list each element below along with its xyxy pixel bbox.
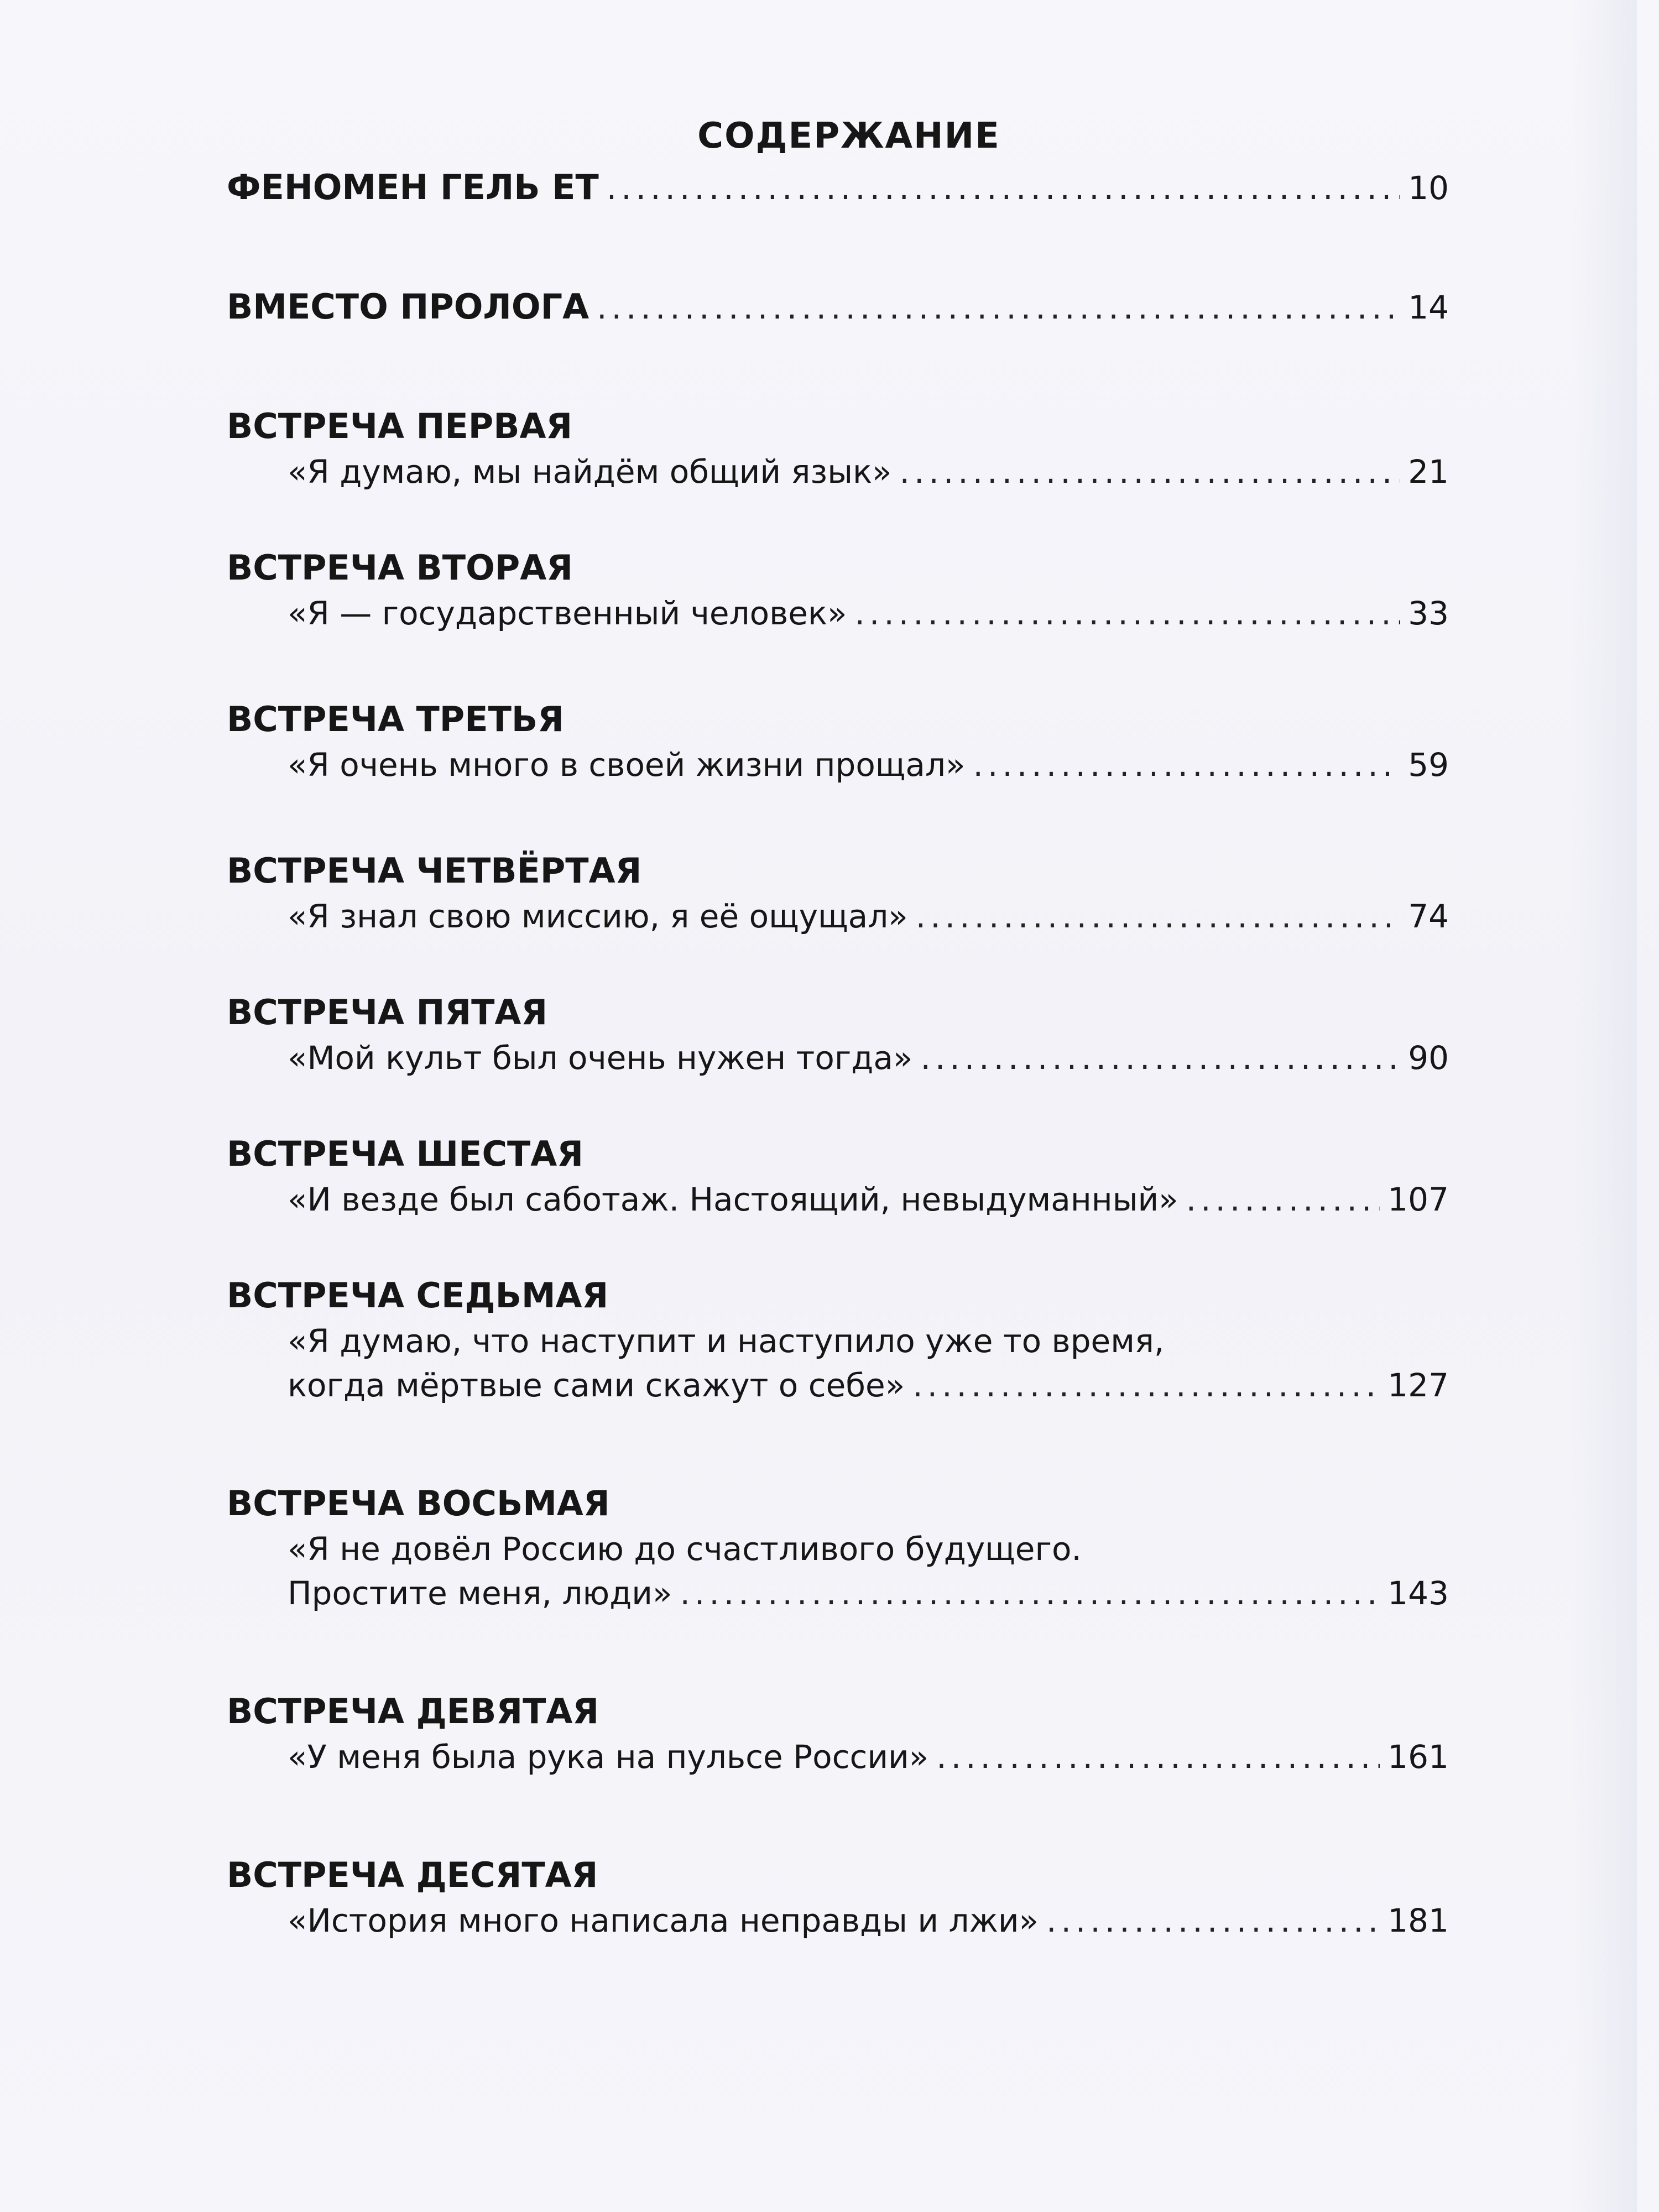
toc-subtitle-line: «Я — государственный человек» — [288, 594, 847, 632]
toc-heading: ВСТРЕЧА ВТОРАЯ — [227, 547, 573, 588]
toc-entry — [227, 989, 1449, 1080]
dot-leader — [973, 743, 1401, 787]
toc-heading: ВСТРЕЧА ДЕВЯТАЯ — [227, 1691, 599, 1731]
toc-heading: ФЕНОМЕН ГЕЛЬ ЕТ — [227, 167, 599, 207]
toc-heading-row — [227, 284, 1449, 330]
page-number: 33 — [1408, 594, 1449, 632]
toc-subtitle-line: «Мой культ был очень нужен тогда» — [288, 1039, 913, 1077]
toc-entry — [227, 1852, 1449, 1943]
toc-subtitle — [227, 743, 1449, 787]
page-number: 90 — [1408, 1039, 1449, 1077]
toc-entry — [227, 284, 1449, 330]
toc-subtitle — [227, 1735, 1449, 1779]
toc-subtitle-line: «История много написала неправды и лжи» — [288, 1902, 1039, 1939]
toc-entry — [227, 1131, 1449, 1222]
toc-heading: ВСТРЕЧА ВОСЬМАЯ — [227, 1483, 610, 1524]
toc-subtitle — [227, 1177, 1449, 1222]
toc-subtitle — [227, 894, 1449, 938]
toc-subtitle-line: «И везде был саботаж. Настоящий, невыдуманный» — [288, 1181, 1178, 1218]
page-number: 10 — [1408, 169, 1449, 207]
page-number: 59 — [1408, 746, 1449, 784]
toc-heading: ВСТРЕЧА ДЕСЯТАЯ — [227, 1855, 598, 1895]
toc-subtitle-line: когда мёртвые сами скажут о себе» — [288, 1366, 905, 1404]
toc-subtitle — [227, 1898, 1449, 1943]
toc-subtitle-line: «Я думаю, мы найдём общий язык» — [288, 453, 892, 491]
toc-heading: ВСТРЕЧА ЧЕТВЁРТАЯ — [227, 851, 642, 891]
toc-heading: ВМЕСТО ПРОЛОГА — [227, 286, 589, 327]
toc-subtitle — [227, 450, 1449, 494]
page-number: 21 — [1408, 453, 1449, 491]
dot-leader — [597, 289, 1400, 326]
toc-entry — [227, 1688, 1449, 1779]
page-number: 74 — [1408, 898, 1449, 935]
toc-subtitle-line: «Я думаю, что наступит и наступило уже то время, — [288, 1322, 1165, 1360]
toc-entry — [227, 696, 1449, 787]
toc-subtitle-line: Простите меня, люди» — [288, 1574, 672, 1612]
toc-heading: ВСТРЕЧА ТРЕТЬЯ — [227, 699, 564, 739]
page-number: 14 — [1408, 289, 1449, 326]
dot-leader — [1186, 1177, 1380, 1222]
toc-subtitle — [227, 1319, 1449, 1407]
toc-entry — [227, 545, 1449, 635]
dot-leader — [936, 1735, 1380, 1779]
toc-subtitle-line: «Я очень много в своей жизни прощал» — [288, 746, 966, 784]
page-number: 181 — [1387, 1902, 1449, 1939]
toc-subtitle — [227, 591, 1449, 635]
page-number: 127 — [1387, 1366, 1449, 1404]
toc-heading: ВСТРЕЧА ПЯТАЯ — [227, 992, 548, 1032]
dot-leader — [912, 1363, 1380, 1407]
toc-entry — [227, 403, 1449, 494]
page-number: 161 — [1387, 1738, 1449, 1776]
toc-title: СОДЕРЖАНИЕ — [697, 116, 1000, 156]
toc-subtitle-line: «Я знал свою миссию, я её ощущал» — [288, 898, 908, 935]
dot-leader — [855, 591, 1401, 635]
dot-leader — [680, 1571, 1380, 1615]
page-edge-shadow — [1571, 0, 1637, 2212]
page-number: 143 — [1387, 1574, 1449, 1612]
dot-leader — [607, 169, 1400, 207]
toc-entry — [227, 164, 1449, 211]
toc-subtitle-line: «У меня была рука на пульсе России» — [288, 1738, 929, 1776]
toc-subtitle — [227, 1527, 1449, 1615]
page-number: 107 — [1387, 1181, 1449, 1218]
toc-heading-row — [227, 164, 1449, 211]
toc-entry — [227, 848, 1449, 938]
toc-subtitle — [227, 1036, 1449, 1080]
dot-leader — [920, 1036, 1400, 1080]
toc-entry — [227, 1272, 1449, 1407]
toc-heading: ВСТРЕЧА ПЕРВАЯ — [227, 406, 573, 446]
toc-heading: ВСТРЕЧА СЕДЬМАЯ — [227, 1275, 609, 1316]
dot-leader — [900, 450, 1401, 494]
dot-leader — [1046, 1898, 1380, 1943]
toc-entry — [227, 1480, 1449, 1615]
dot-leader — [916, 894, 1400, 938]
toc-heading: ВСТРЕЧА ШЕСТАЯ — [227, 1134, 583, 1174]
toc-subtitle-line: «Я не довёл Россию до счастливого будущего. — [288, 1530, 1082, 1568]
table-of-contents — [227, 113, 1449, 1943]
